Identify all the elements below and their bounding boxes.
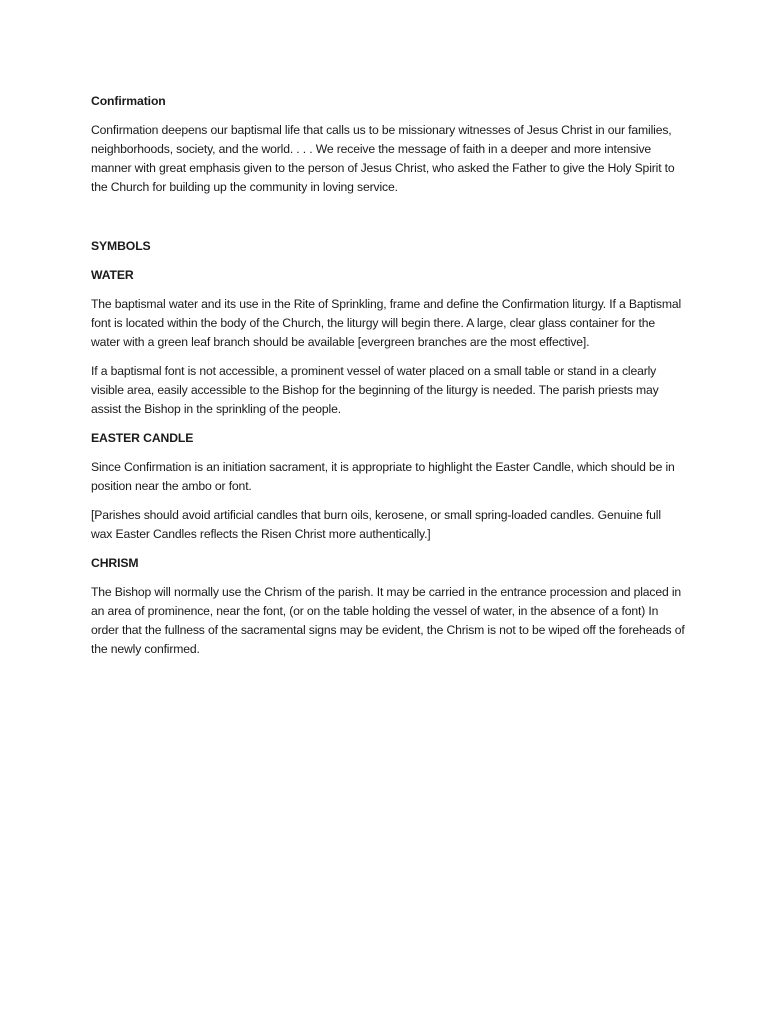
- easter-candle-heading: EASTER CANDLE: [91, 431, 194, 445]
- chrism-heading: CHRISM: [91, 556, 139, 570]
- section-spacer: [91, 207, 685, 237]
- water-heading: WATER: [91, 268, 134, 282]
- water-paragraph-2: If a baptismal font is not accessible, a prominent vessel of water placed on a small table or stand in a clearly visible area, easily accessible to the Bishop for the beginning of the liturgy is needed. The parish priests may assist the Bishop in the sprinkling of the people.: [91, 364, 659, 416]
- easter-candle-paragraph-2: [Parishes should avoid artificial candles that burn oils, kerosene, or small spring-loaded candles. Genuine full wax Easter Candles reflects the Risen Christ more authentically.]: [91, 508, 661, 541]
- easter-candle-paragraph-1: Since Confirmation is an initiation sacrament, it is appropriate to highlight the Easter Candle, which should be in position near the ambo or font.: [91, 460, 675, 493]
- water-paragraph-1: The baptismal water and its use in the Rite of Sprinkling, frame and define the Confirmation liturgy. If a Baptismal font is located within the body of the Church, the liturgy will begin there. A large, clear glass container for the water with a green leaf branch should be available [evergreen branches are the most effective].: [91, 297, 682, 349]
- intro-paragraph: Confirmation deepens our baptismal life that calls us to be missionary witnesses of Jesus Christ in our families, neighborhoods, society, and the world. . . . We receive the message of faith in a deeper and more intensive manner with great emphasis given to the person of Jesus Christ, who asked the Father to give the Holy Spirit to the Church for building up the community in loving service.: [91, 123, 675, 194]
- document-title: Confirmation: [91, 94, 166, 108]
- chrism-paragraph-1: The Bishop will normally use the Chrism of the parish. It may be carried in the entrance procession and placed in an area of prominence, near the font, (or on the table holding the vessel of water, in the absence of a font) In order that the fullness of the sacramental signs may be evident, the Chrism is not to be wiped off the foreheads of the newly confirmed.: [91, 585, 685, 656]
- document-page: [91, 92, 685, 669]
- symbols-heading: SYMBOLS: [91, 239, 151, 253]
